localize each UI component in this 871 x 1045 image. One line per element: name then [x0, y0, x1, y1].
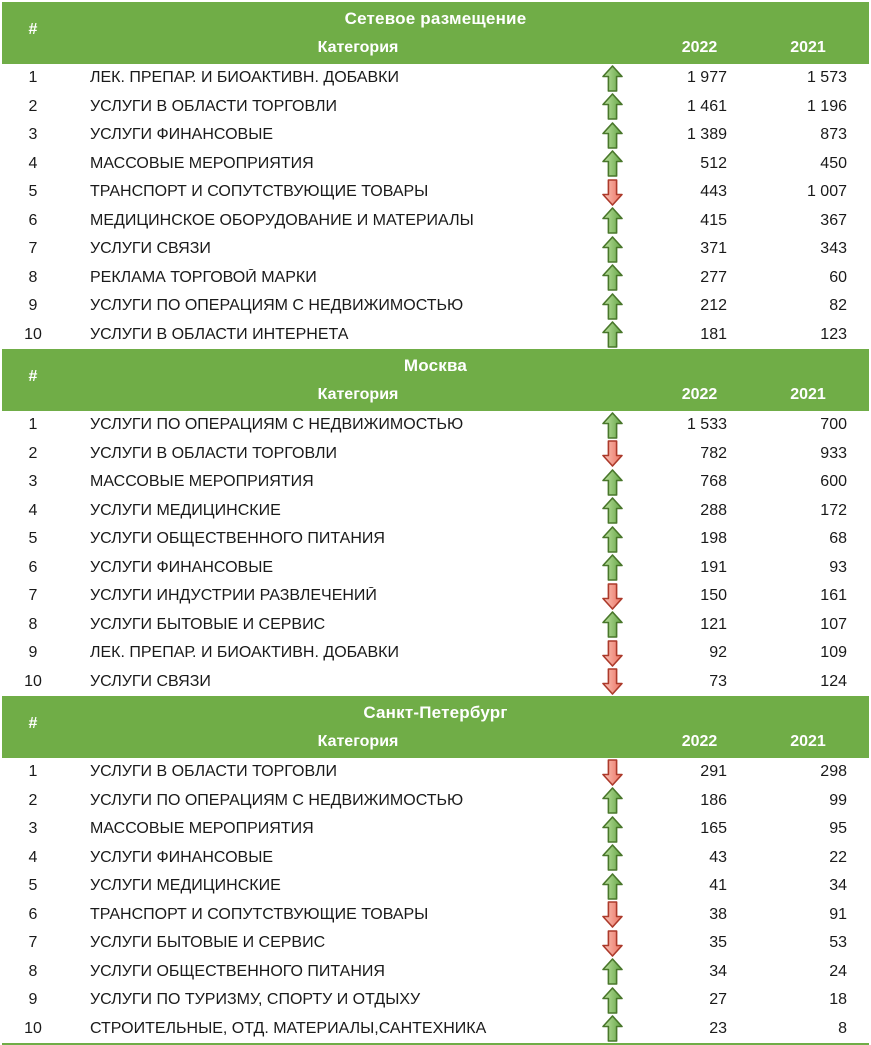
section-title: Санкт-Петербург	[363, 703, 508, 722]
section-rows	[2, 64, 869, 349]
value-2022-cell: 288	[700, 501, 727, 519]
table-row	[2, 1015, 869, 1044]
value-2021-cell: 91	[829, 905, 847, 923]
value-2022-cell: 43	[709, 848, 727, 866]
table-row	[2, 440, 869, 469]
table-row	[2, 639, 869, 668]
table-row	[2, 64, 869, 93]
trend-down-icon	[572, 640, 652, 667]
table-section	[2, 2, 869, 349]
year-2022-column-header: 2022	[681, 386, 718, 403]
category-cell: ЛЕК. ПРЕПАР. И БИОАКТИВН. ДОБАВКИ	[90, 644, 399, 662]
category-cell: УСЛУГИ В ОБЛАСТИ ИНТЕРНЕТА	[90, 325, 349, 343]
value-2021-cell: 18	[829, 991, 847, 1009]
table-row	[2, 668, 869, 697]
category-cell: УСЛУГИ ПО ТУРИЗМУ, СПОРТУ И ОТДЫХУ	[90, 991, 421, 1009]
table-row	[2, 787, 869, 816]
category-cell: УСЛУГИ СВЯЗИ	[90, 240, 211, 258]
value-2022-cell: 512	[700, 154, 727, 172]
value-2022-cell: 121	[700, 615, 727, 633]
rank-cell: 10	[24, 1019, 42, 1037]
rank-cell: 9	[28, 991, 38, 1009]
year-2022-column-header: 2022	[681, 733, 718, 750]
trend-up-icon	[572, 150, 652, 177]
value-2022-cell: 782	[700, 444, 727, 462]
value-2022-cell: 165	[700, 820, 727, 838]
value-2021-cell: 123	[820, 325, 847, 343]
rank-cell: 2	[28, 791, 38, 809]
trend-up-icon	[572, 65, 652, 92]
value-2022-cell: 191	[700, 558, 727, 576]
trend-up-icon	[572, 236, 652, 263]
table-row	[2, 264, 869, 293]
trend-up-icon	[572, 412, 652, 439]
category-cell: СТРОИТЕЛЬНЫЕ, ОТД. МАТЕРИАЛЫ,САНТЕХНИКА	[90, 1019, 487, 1037]
year-2021-column-header: 2021	[790, 386, 826, 403]
category-cell: ЛЕК. ПРЕПАР. И БИОАКТИВН. ДОБАВКИ	[90, 69, 399, 87]
rank-cell: 4	[28, 848, 38, 866]
category-cell: МАССОВЫЕ МЕРОПРИЯТИЯ	[90, 154, 314, 172]
value-2022-cell: 198	[700, 530, 727, 548]
value-2021-cell: 933	[820, 444, 847, 462]
rank-cell: 3	[28, 473, 38, 491]
value-2022-cell: 27	[709, 991, 727, 1009]
rank-cell: 10	[24, 672, 42, 690]
value-2021-cell: 95	[829, 820, 847, 838]
value-2021-cell: 1 573	[806, 69, 847, 87]
rank-cell: 9	[28, 297, 38, 315]
trend-up-icon	[572, 1015, 652, 1042]
rank-cell: 1	[28, 69, 38, 87]
category-cell: МАССОВЫЕ МЕРОПРИЯТИЯ	[90, 820, 314, 838]
table-row	[2, 611, 869, 640]
value-2022-cell: 92	[709, 644, 727, 662]
rank-column-header: #	[28, 21, 38, 38]
category-cell: МАССОВЫЕ МЕРОПРИЯТИЯ	[90, 473, 314, 491]
value-2022-cell: 291	[700, 763, 727, 781]
year-2021-column-header: 2021	[790, 39, 826, 56]
value-2021-cell: 700	[820, 416, 847, 434]
section-rows	[2, 411, 869, 696]
value-2021-cell: 109	[820, 644, 847, 662]
value-2021-cell: 22	[829, 848, 847, 866]
rank-cell: 1	[28, 416, 38, 434]
value-2021-cell: 1 007	[806, 183, 847, 201]
table-row	[2, 468, 869, 497]
rank-cell: 6	[28, 558, 38, 576]
trend-up-icon	[572, 122, 652, 149]
value-2022-cell: 1 977	[686, 69, 727, 87]
rank-cell: 7	[28, 240, 38, 258]
category-cell: УСЛУГИ В ОБЛАСТИ ТОРГОВЛИ	[90, 444, 337, 462]
value-2022-cell: 277	[700, 268, 727, 286]
table-row	[2, 207, 869, 236]
trend-up-icon	[572, 321, 652, 348]
category-column-header: Категория	[317, 386, 399, 403]
trend-down-icon	[572, 179, 652, 206]
category-cell: УСЛУГИ ПО ОПЕРАЦИЯМ С НЕДВИЖИМОСТЬЮ	[90, 297, 464, 315]
value-2022-cell: 34	[709, 962, 727, 980]
trend-down-icon	[572, 759, 652, 786]
category-cell: УСЛУГИ ОБЩЕСТВЕННОГО ПИТАНИЯ	[90, 530, 385, 548]
table-row	[2, 844, 869, 873]
value-2022-cell: 415	[700, 211, 727, 229]
table-row	[2, 525, 869, 554]
category-cell: УСЛУГИ МЕДИЦИНСКИЕ	[90, 501, 281, 519]
rank-cell: 7	[28, 934, 38, 952]
category-column-header: Категория	[317, 733, 399, 750]
trend-down-icon	[572, 901, 652, 928]
value-2022-cell: 38	[709, 905, 727, 923]
column-header-row	[2, 39, 869, 57]
table-section	[2, 696, 869, 1043]
category-cell: ТРАНСПОРТ И СОПУТСТВУЮЩИЕ ТОВАРЫ	[90, 905, 429, 923]
value-2022-cell: 1 461	[686, 97, 727, 115]
value-2022-cell: 371	[700, 240, 727, 258]
value-2021-cell: 24	[829, 962, 847, 980]
value-2021-cell: 68	[829, 530, 847, 548]
table-row	[2, 235, 869, 264]
trend-up-icon	[572, 554, 652, 581]
rank-cell: 2	[28, 97, 38, 115]
trend-up-icon	[572, 987, 652, 1014]
category-cell: УСЛУГИ БЫТОВЫЕ И СЕРВИС	[90, 615, 326, 633]
table-row	[2, 150, 869, 179]
table-row	[2, 497, 869, 526]
category-cell: УСЛУГИ ПО ОПЕРАЦИЯМ С НЕДВИЖИМОСТЬЮ	[90, 416, 464, 434]
category-cell: УСЛУГИ В ОБЛАСТИ ТОРГОВЛИ	[90, 97, 337, 115]
trend-up-icon	[572, 611, 652, 638]
table-row	[2, 93, 869, 122]
value-2022-cell: 150	[700, 587, 727, 605]
table-row	[2, 986, 869, 1015]
trend-up-icon	[572, 469, 652, 496]
section-title: Сетевое размещение	[344, 9, 527, 28]
category-cell: УСЛУГИ ФИНАНСОВЫЕ	[90, 848, 274, 866]
rank-cell: 8	[28, 268, 38, 286]
rank-cell: 7	[28, 587, 38, 605]
rank-column-header: #	[28, 368, 38, 385]
value-2021-cell: 600	[820, 473, 847, 491]
trend-up-icon	[572, 207, 652, 234]
year-2022-column-header: 2022	[681, 39, 718, 56]
value-2021-cell: 161	[820, 587, 847, 605]
value-2021-cell: 34	[829, 877, 847, 895]
category-cell: УСЛУГИ МЕДИЦИНСКИЕ	[90, 877, 281, 895]
table-row	[2, 758, 869, 787]
trend-down-icon	[572, 583, 652, 610]
table-row	[2, 411, 869, 440]
rank-cell: 8	[28, 962, 38, 980]
value-2022-cell: 1 533	[686, 416, 727, 434]
rank-cell: 6	[28, 905, 38, 923]
value-2022-cell: 768	[700, 473, 727, 491]
trend-up-icon	[572, 816, 652, 843]
category-cell: УСЛУГИ ФИНАНСОВЫЕ	[90, 126, 274, 144]
value-2021-cell: 60	[829, 268, 847, 286]
section-rows	[2, 758, 869, 1043]
value-2021-cell: 124	[820, 672, 847, 690]
value-2021-cell: 873	[820, 126, 847, 144]
rank-cell: 1	[28, 763, 38, 781]
report-table	[2, 2, 869, 1045]
column-header-row	[2, 733, 869, 751]
value-2021-cell: 298	[820, 763, 847, 781]
trend-up-icon	[572, 844, 652, 871]
rank-cell: 6	[28, 211, 38, 229]
category-cell: УСЛУГИ ИНДУСТРИИ РАЗВЛЕЧЕНИЙ	[90, 587, 377, 605]
value-2021-cell: 82	[829, 297, 847, 315]
value-2022-cell: 443	[700, 183, 727, 201]
trend-up-icon	[572, 293, 652, 320]
category-cell: УСЛУГИ ПО ОПЕРАЦИЯМ С НЕДВИЖИМОСТЬЮ	[90, 791, 464, 809]
year-2021-column-header: 2021	[790, 733, 826, 750]
rank-cell: 5	[28, 183, 38, 201]
value-2021-cell: 93	[829, 558, 847, 576]
value-2021-cell: 343	[820, 240, 847, 258]
value-2021-cell: 172	[820, 501, 847, 519]
trend-up-icon	[572, 526, 652, 553]
rank-cell: 4	[28, 501, 38, 519]
section-header	[2, 2, 869, 64]
value-2021-cell: 367	[820, 211, 847, 229]
rank-cell: 5	[28, 877, 38, 895]
table-row	[2, 929, 869, 958]
value-2021-cell: 8	[838, 1019, 847, 1037]
trend-down-icon	[572, 930, 652, 957]
value-2021-cell: 1 196	[806, 97, 847, 115]
value-2022-cell: 212	[700, 297, 727, 315]
table-row	[2, 178, 869, 207]
category-column-header: Категория	[317, 39, 399, 56]
table-row	[2, 958, 869, 987]
value-2022-cell: 1 389	[686, 126, 727, 144]
section-title: Москва	[403, 356, 468, 375]
table-row	[2, 292, 869, 321]
section-header	[2, 696, 869, 758]
table-row	[2, 321, 869, 350]
table-row	[2, 554, 869, 583]
table-row	[2, 582, 869, 611]
category-cell: УСЛУГИ ФИНАНСОВЫЕ	[90, 558, 274, 576]
value-2022-cell: 23	[709, 1019, 727, 1037]
rank-column-header: #	[28, 715, 38, 732]
table-row	[2, 901, 869, 930]
trend-up-icon	[572, 264, 652, 291]
rank-cell: 10	[24, 325, 42, 343]
value-2022-cell: 181	[700, 325, 727, 343]
value-2022-cell: 41	[709, 877, 727, 895]
trend-up-icon	[572, 787, 652, 814]
section-header	[2, 349, 869, 411]
category-cell: УСЛУГИ ОБЩЕСТВЕННОГО ПИТАНИЯ	[90, 962, 385, 980]
value-2022-cell: 35	[709, 934, 727, 952]
value-2021-cell: 99	[829, 791, 847, 809]
rank-cell: 3	[28, 126, 38, 144]
trend-up-icon	[572, 873, 652, 900]
rank-cell: 3	[28, 820, 38, 838]
rank-cell: 8	[28, 615, 38, 633]
table-row	[2, 872, 869, 901]
value-2022-cell: 73	[709, 672, 727, 690]
rank-cell: 4	[28, 154, 38, 172]
value-2021-cell: 107	[820, 615, 847, 633]
category-cell: РЕКЛАМА ТОРГОВОЙ МАРКИ	[90, 268, 317, 286]
category-cell: МЕДИЦИНСКОЕ ОБОРУДОВАНИЕ И МАТЕРИАЛЫ	[90, 211, 474, 229]
trend-up-icon	[572, 958, 652, 985]
trend-down-icon	[572, 440, 652, 467]
table-row	[2, 121, 869, 150]
trend-up-icon	[572, 93, 652, 120]
rank-cell: 5	[28, 530, 38, 548]
table-row	[2, 815, 869, 844]
category-cell: УСЛУГИ БЫТОВЫЕ И СЕРВИС	[90, 934, 326, 952]
value-2021-cell: 450	[820, 154, 847, 172]
rank-cell: 2	[28, 444, 38, 462]
column-header-row	[2, 386, 869, 404]
trend-up-icon	[572, 497, 652, 524]
category-cell: ТРАНСПОРТ И СОПУТСТВУЮЩИЕ ТОВАРЫ	[90, 183, 429, 201]
trend-down-icon	[572, 668, 652, 695]
value-2022-cell: 186	[700, 791, 727, 809]
value-2021-cell: 53	[829, 934, 847, 952]
category-cell: УСЛУГИ В ОБЛАСТИ ТОРГОВЛИ	[90, 763, 337, 781]
table-section	[2, 349, 869, 696]
rank-cell: 9	[28, 644, 38, 662]
category-cell: УСЛУГИ СВЯЗИ	[90, 672, 211, 690]
